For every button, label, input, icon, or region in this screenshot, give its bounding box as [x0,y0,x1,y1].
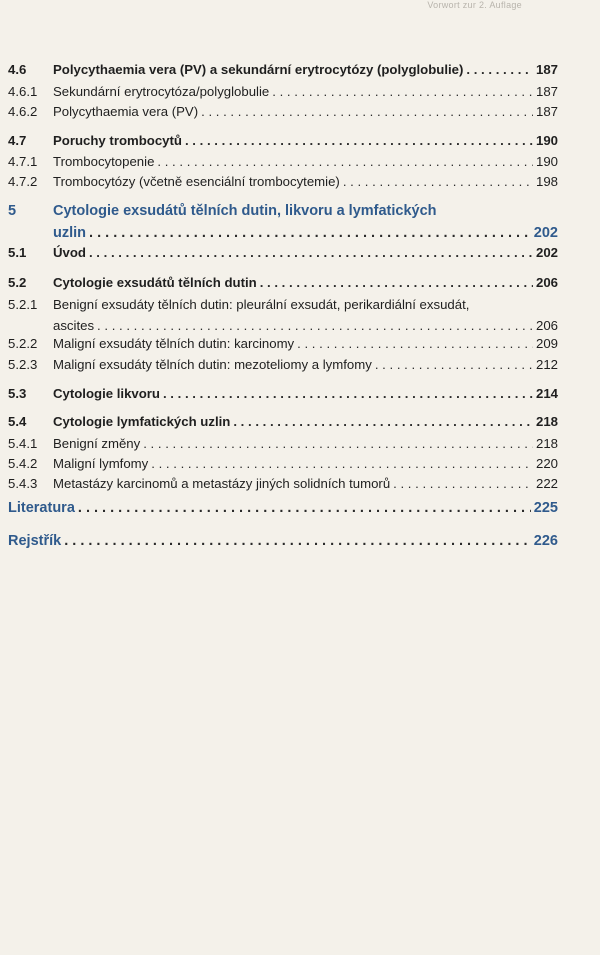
dot-leader [201,104,533,119]
toc-entry-number: 4.7.2 [8,174,38,189]
toc-entry[interactable] [8,297,558,312]
toc-entry-title: Polycythaemia vera (PV) [53,104,199,119]
toc-entry-page: 187 [535,84,558,99]
toc-entry-number: 5 [8,203,17,219]
toc-entry-page: 202 [535,245,558,260]
dot-leader [78,500,531,516]
toc-entry-page: 209 [535,336,558,351]
toc-entry-title: Maligní exsudáty tělních dutin: karcinomy [53,336,295,351]
toc-entry-number: 5.4.1 [8,436,38,451]
toc-entry-page: 222 [535,476,558,491]
toc-entry-page: 214 [535,386,558,401]
dot-leader [89,225,531,241]
toc-entry-title: Benigní změny [53,436,141,451]
toc-entry[interactable] [8,476,558,491]
toc-entry-number: 5.3 [8,386,27,401]
toc-entry[interactable] [8,203,558,219]
toc-entry-title: Trombocytózy (včetně esenciální trombocytemie) [53,174,340,189]
toc-entry-page: 206 [535,318,558,333]
dot-leader [297,336,533,351]
toc-entry-number: 5.2 [8,275,27,290]
toc-entry[interactable] [8,386,558,401]
toc-entry-number: 5.4.2 [8,456,38,471]
toc-entry-number: 5.4.3 [8,476,38,491]
dot-leader [466,62,533,77]
toc-entry-title: Polycythaemia vera (PV) a sekundární erytrocytózy (polyglobulie) [53,62,464,77]
dot-leader [185,133,533,148]
toc-entry-page: 187 [535,104,558,119]
toc-entry[interactable] [8,456,558,471]
toc-entry-page: 212 [535,357,558,372]
toc-entry-title: Rejstřík [8,533,62,549]
dot-leader [272,84,533,99]
toc-entry-title: Maligní lymfomy [53,456,149,471]
running-header: Vorwort zur 2. Auflage [427,0,522,10]
dot-leader [97,318,533,333]
dot-leader [151,456,533,471]
toc-entry[interactable] [8,436,558,451]
toc-entry-number: 5.2.2 [8,336,38,351]
toc-entry-page: 220 [535,456,558,471]
toc-entry-page: 226 [533,533,558,549]
dot-leader [393,476,533,491]
dot-leader [233,414,533,429]
toc-entry-title: Poruchy trombocytů [53,133,182,148]
toc-entry-title: Cytologie exsudátů tělních dutin [53,275,257,290]
toc-entry-title: Sekundární erytrocytóza/polyglobulie [53,84,270,99]
dot-leader [343,174,533,189]
dot-leader [157,154,533,169]
toc-entry-page: 190 [535,133,558,148]
toc-entry-page: 202 [533,225,558,241]
toc-entry-number: 4.6.1 [8,84,38,99]
toc-entry[interactable] [8,245,558,260]
dot-leader [89,245,533,260]
toc-entry-page: 218 [535,414,558,429]
toc-entry-title: Maligní exsudáty tělních dutin: mezoteliomy a lymfomy [53,357,372,372]
dot-leader [260,275,533,290]
dot-leader [143,436,533,451]
toc-entry-title: Literatura [8,500,75,516]
toc-entry[interactable] [8,133,558,148]
toc-entry[interactable] [8,500,558,516]
toc-entry-page: 187 [535,62,558,77]
toc-entry-number: 5.2.1 [8,297,38,312]
dot-leader [64,533,531,549]
toc-entry-number: 4.6.2 [8,104,38,119]
dot-leader [375,357,533,372]
toc-entry[interactable] [8,62,558,77]
toc-entry[interactable] [8,533,558,549]
toc-entry[interactable] [8,104,558,119]
toc-entry-title: Úvod [53,245,86,260]
dot-leader [163,386,533,401]
toc-entry-continuation [53,318,558,333]
toc-entry-page: 190 [535,154,558,169]
toc-entry[interactable] [8,336,558,351]
toc-entry[interactable] [8,174,558,189]
toc-entry-page: 198 [535,174,558,189]
toc-entry[interactable] [8,414,558,429]
toc-entry-number: 4.6 [8,62,27,77]
toc-entry-title: Benigní exsudáty tělních dutin: pleurální exsudát, perikardiální exsudát, [53,297,470,312]
toc-entry[interactable] [8,154,558,169]
toc-entry-number: 4.7 [8,133,27,148]
toc-entry-continuation [53,225,558,241]
toc-entry-title-continued: ascites [53,318,95,333]
toc-entry-page: 218 [535,436,558,451]
toc-entry-title: Metastázy karcinomů a metastázy jiných solidních tumorů [53,476,391,491]
toc-entry-number: 4.7.1 [8,154,38,169]
toc-entry-title-continued: uzlin [53,225,87,241]
toc-entry-page: 206 [535,275,558,290]
toc-entry-title: Cytologie likvoru [53,386,160,401]
toc-entry-title: Cytologie lymfatických uzlin [53,414,231,429]
toc-entry-number: 5.4 [8,414,27,429]
toc-entry-number: 5.1 [8,245,27,260]
toc-entry-page: 225 [533,500,558,516]
toc-entry-title: Trombocytopenie [53,154,155,169]
toc-entry[interactable] [8,84,558,99]
toc-entry-number: 5.2.3 [8,357,38,372]
toc-entry[interactable] [8,275,558,290]
toc-entry-title: Cytologie exsudátů tělních dutin, likvoru a lymfatických [53,203,437,219]
toc-entry[interactable] [8,357,558,372]
